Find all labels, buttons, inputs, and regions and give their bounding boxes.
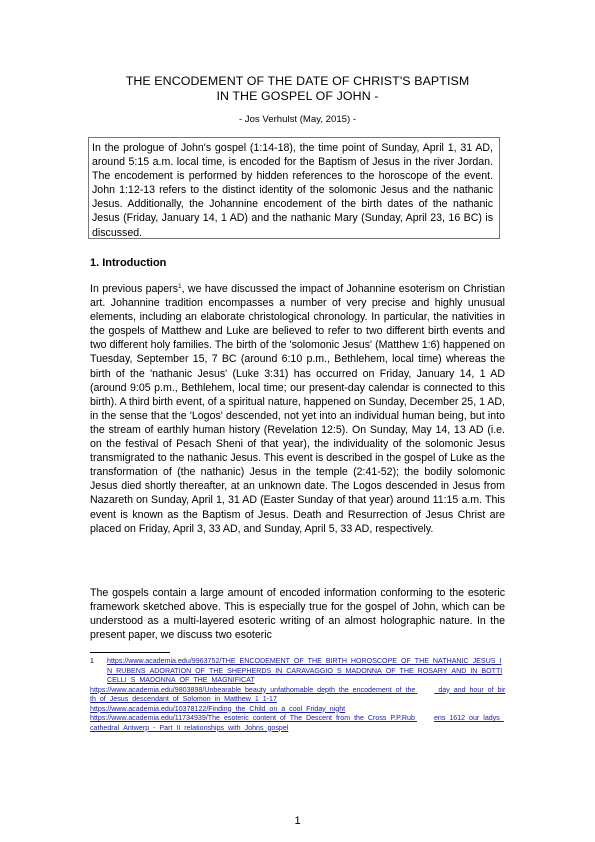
footnote-link[interactable] (107, 657, 506, 686)
paper-title (60, 74, 535, 104)
title-line-2: IN THE GOSPEL OF JOHN - (216, 89, 379, 103)
footnote-link[interactable] (90, 705, 506, 715)
footnote-1-first-link (90, 657, 506, 686)
footnote-link-1-part-1[interactable]: https://www.academia.edu/9963752/THE_ENCODEMENT_OF_THE_BIRTH_HOROSCOPE_OF_T (107, 657, 420, 665)
title-line-1: THE ENCODEMENT OF THE DATE OF CHRIST'S BAPTISM (125, 74, 470, 88)
intro-paragraph-1 (90, 282, 505, 536)
footnote-link[interactable] (90, 686, 506, 705)
footnotes (90, 657, 506, 733)
abstract-box (88, 137, 500, 239)
footnote-link-4-part-1[interactable]: https://www.academia.edu/11734939/The_esoteric_content_of_The_Descent_from_the_Cross_P.P.Rub (90, 714, 415, 722)
footnote-link-1-part-2[interactable]: HE_NATHANIC_JESUS_IN_RUBENS_ADORATION_OF_THE_SHEPHERDS_IN_CARAVAGGIO_S_MADONNA_OF_THE_ROSARY_AND_IN_BOTTICELLI_S_MADONNA_OF_THE_MAGNIFICAT (107, 657, 503, 684)
footnote-link[interactable] (90, 714, 506, 733)
author-line: - Jos Verhulst (May, 2015) - (238, 114, 357, 125)
footnote-link-2-part-2[interactable]: _day_and_hour_of_birth_of_Jesus_descendant_of_Solomon_in_Matthew_1_1-17 (90, 685, 506, 703)
intro-paragraph-2: The gospels contain a large amount of encoded information conforming to the esoteric framework sketched above. This is especially true for the gospel of John, which can be understood as a multi-layered esoteric writing of an almost holographic nature. In the present paper, we discuss two esoteric (90, 587, 505, 642)
footnote-link-4-part-2[interactable]: ens_1612_our_ladys_cathedral_Antwerp_-_Part_II_relationships_with_Johns_gospel (90, 714, 504, 732)
abstract-text: In the prologue of John's gospel (1:14-18), the time point of Sunday, April 1, 31 AD, around 5:15 a.m. local time, is encoded for the Baptism of Jesus in the river Jordan. The encodement is performed by hidden references to the horoscope of the event. John 1:12-13 refers to the distinct identity of the solomonic Jesus and the nathanic Jesus. Additionally, the Johannine encodement of the birth dates of the nathanic Jesus (Friday, January 14, 1 AD) and the nathanic Mary (Sunday, April 23, 16 BC) is discussed. (92, 142, 493, 239)
page-number: 1 (294, 815, 301, 827)
footnote-reference[interactable]: 1 (178, 283, 182, 290)
footnote-divider (90, 652, 170, 653)
section-heading: 1. Introduction (90, 257, 167, 269)
footnote-number: 1 (90, 657, 94, 665)
para1-rest: , we have discussed the impact of Johannine esoterism on Christian art. Johannine tradition encompasses a number of very precise and highly unusual elements, including an elaborate christological chronology. In particular, the nativities in the gospels of Matthew and Luke are believed to refer to two different birth events and two different holy families. The birth of the 'solomonic Jesus' (Matthew 1:6) happened on Tuesday, September 15, 7 BC (around 6:10 p.m., Bethlehem, local time) whereas the birth of the 'nathanic Jesus' (Luke 3:31) has occurred on Friday, January 14, 1 AD (around 9:05 p.m., Bethlehem, local time; our present-day calendar is connected to this birth). A third birth event, of a spiritual nature, happened on Sunday, December 25, 1 AD, in the sense that the 'Logos' descended, not yet into an individual human being, but into the stream of earthly human history (Revelation 12:5). On Sunday, May 14, 13 AD (i.e. on the festival of Pesach Sheni of that year), the individuality of the solomonic Jesus transmigrated to the nathanic Jesus. This event is described in the gospel of Luke as the transformation of (the nathanic) Jesus in the temple (2:41-52); the bodily solomonic Jesus died shortly thereafter, at an unknown date. The Logos descended in Jesus from Nazareth on Sunday, April 1, 31 AD (Easter Sunday of that year) around 11:15 a.m. This event is known as the Baptism of Jesus. Death and Resurrection of Jesus Christ are placed on Friday, April 3, 33 AD, and Sunday, April 5, 33 AD, respectively. (90, 283, 505, 535)
para1-start: In previous papers (90, 283, 178, 295)
footnote-link-3[interactable]: https://www.academia.edu/10378122/Finding_the_Child_on_a_cool_Friday_night (90, 704, 346, 713)
footnote-link-2-part-1[interactable]: https://www.academia.edu/9803898/Unbearable_beauty_unfathomable_depth_the_encodement_of_the (90, 685, 416, 694)
